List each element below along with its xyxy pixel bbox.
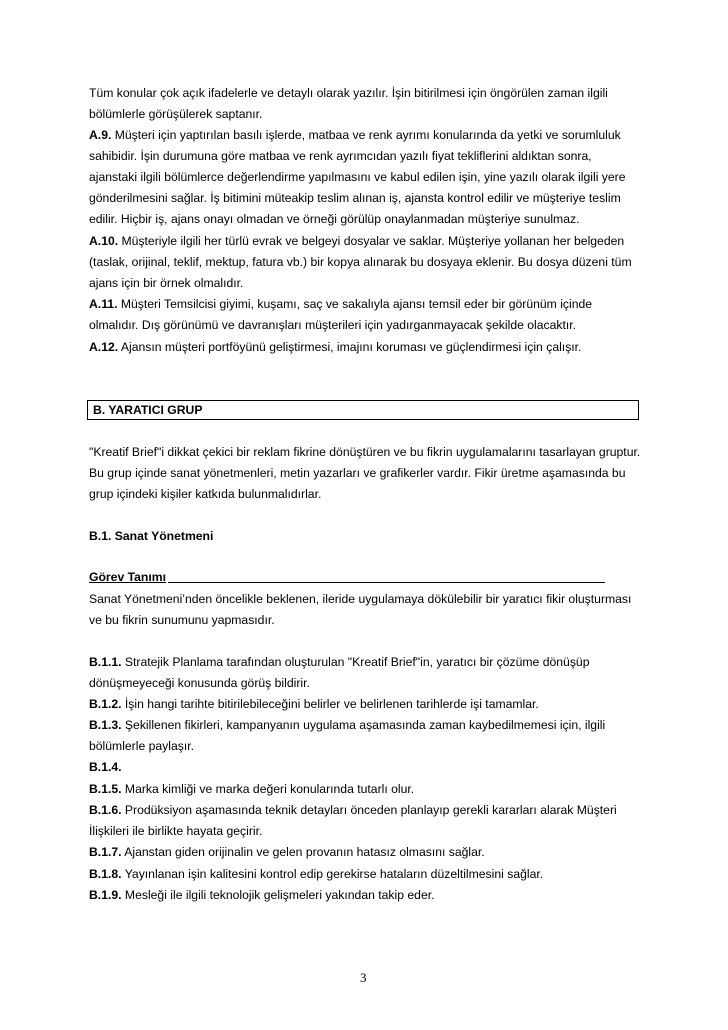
paragraph-line: bölümlerle görüşülerek saptanır. — [89, 107, 263, 121]
list-item: B.1.2. İşin hangi tarihte bitirilebileceğini belirler ve belirlenen tarihlerde işi tamamlar. — [89, 697, 539, 711]
list-item: B.1.3. Şekillenen fikirleri, kampanyanın uygulama aşamasında zaman kaybedilmemesi için, ilgili — [89, 718, 606, 732]
paragraph-line: (taslak, orijinal, teklif, mektup, fatura vb.) bir kopya alınarak bu dosyaya eklenir. Bu dosya düzeni tüm — [89, 255, 632, 269]
list-item: B.1.6. Prodüksiyon aşamasında teknik detayları önceden planlayıp gerekli kararları alarak Müşteri — [89, 803, 617, 817]
list-item: dönüşmeyeceği konusunda görüş bildirir. — [89, 676, 310, 690]
intro-line: Bu grup içinde sanat yönetmenleri, metin yazarları ve grafikerler vardır. Fikir üretme aşamasında bu — [89, 466, 626, 480]
heading-underline — [168, 582, 605, 583]
list-item: B.1.1. Stratejik Planlama tarafından oluşturulan "Kreatif Brief"in, yaratıcı bir çözüme dönüşüp — [89, 655, 590, 669]
list-item: B.1.5. Marka kimliği ve marka değeri konularında tutarlı olur. — [89, 782, 415, 796]
paragraph-line: edilir. Hiçbir iş, ajans onayı olmadan ve örneği görülüp onaylanmadan müşteriye sunulmaz. — [89, 212, 580, 226]
paragraph-line: sahibidir. İşin durumuna göre matbaa ve renk ayrımcıdan yazılı fiyat tekliflerini aldıktan sonra, — [89, 149, 592, 163]
subheading: B.1. Sanat Yönetmeni — [89, 529, 214, 543]
item-a9: A.9. Müşteri için yaptırılan basılı işlerde, matbaa ve renk ayrımı konularında da yetki ve sorumluluk — [89, 128, 621, 142]
list-item: B.1.4. — [89, 760, 122, 774]
item-a11: A.11. Müşteri Temsilcisi giyimi, kuşamı, saç ve sakalıyla ajansı temsil eder bir görünüm içinde — [89, 297, 593, 311]
item-a12: A.12. Ajansın müşteri portföyünü geliştirmesi, imajını koruması ve güçlendirmesi için çalışır. — [89, 340, 582, 354]
paragraph-line: ajanstaki ilgili bölümlerce değerlendirme yapılmasını ve kabul edilen işin, yine yazılı olarak ilgili yere — [89, 170, 626, 184]
list-item: B.1.9. Mesleği ile ilgili teknolojik gelişmeleri yakından takip eder. — [89, 888, 435, 902]
page-number: 3 — [360, 970, 367, 985]
item-a10: A.10. Müşteriyle ilgili her türlü evrak ve belgeyi dosyalar ve saklar. Müşteriye yollanan her belgeden — [89, 234, 625, 248]
paragraph-line: olmalıdır. Dış görünümü ve davranışları müşterileri için yadırganmayacak şekilde olacaktır. — [89, 318, 577, 332]
list-item: B.1.8. Yayınlanan işin kalitesini kontrol edip gerekirse hataların düzeltilmesini sağlar. — [89, 867, 544, 881]
task-heading: Görev Tanımı — [89, 570, 166, 584]
intro-line: grup içindeki kişiler katkıda bulunmalıdırlar. — [89, 487, 322, 501]
section-heading-box — [87, 400, 639, 420]
paragraph-line: gönderilmesini sağlar. İş bitimini müteakip teslim alınan iş, ajansta kontrol edilir ve müşteriye teslim — [89, 191, 621, 205]
list-item: B.1.7. Ajanstan giden orijinalin ve gelen provanın hatasız olmasını sağlar. — [89, 845, 485, 859]
task-description-line: Sanat Yönetmeni’nden öncelikle beklenen, ileride uygulamaya dökülebilir bir yaratıcı fikir oluşturması — [89, 592, 632, 606]
intro-line: "Kreatif Brief"i dikkat çekici bir reklam fikrine dönüştüren ve bu fikrin uygulamalarını tasarlayan gruptur. — [89, 445, 641, 459]
task-description-line: ve bu fikrin sunumunu yapmasıdır. — [89, 613, 275, 627]
section-heading: B. YARATICI GRUP — [93, 403, 203, 417]
list-item: İlişkileri ile birlikte hayata geçirir. — [89, 824, 263, 838]
list-item: bölümlerle paylaşır. — [89, 739, 194, 753]
paragraph-line: Tüm konular çok açık ifadelerle ve detaylı olarak yazılır. İşin bitirilmesi için öngörülen zaman ilgili — [89, 86, 608, 100]
paragraph-line: ajans için bir örnek olmalıdır. — [89, 276, 244, 290]
